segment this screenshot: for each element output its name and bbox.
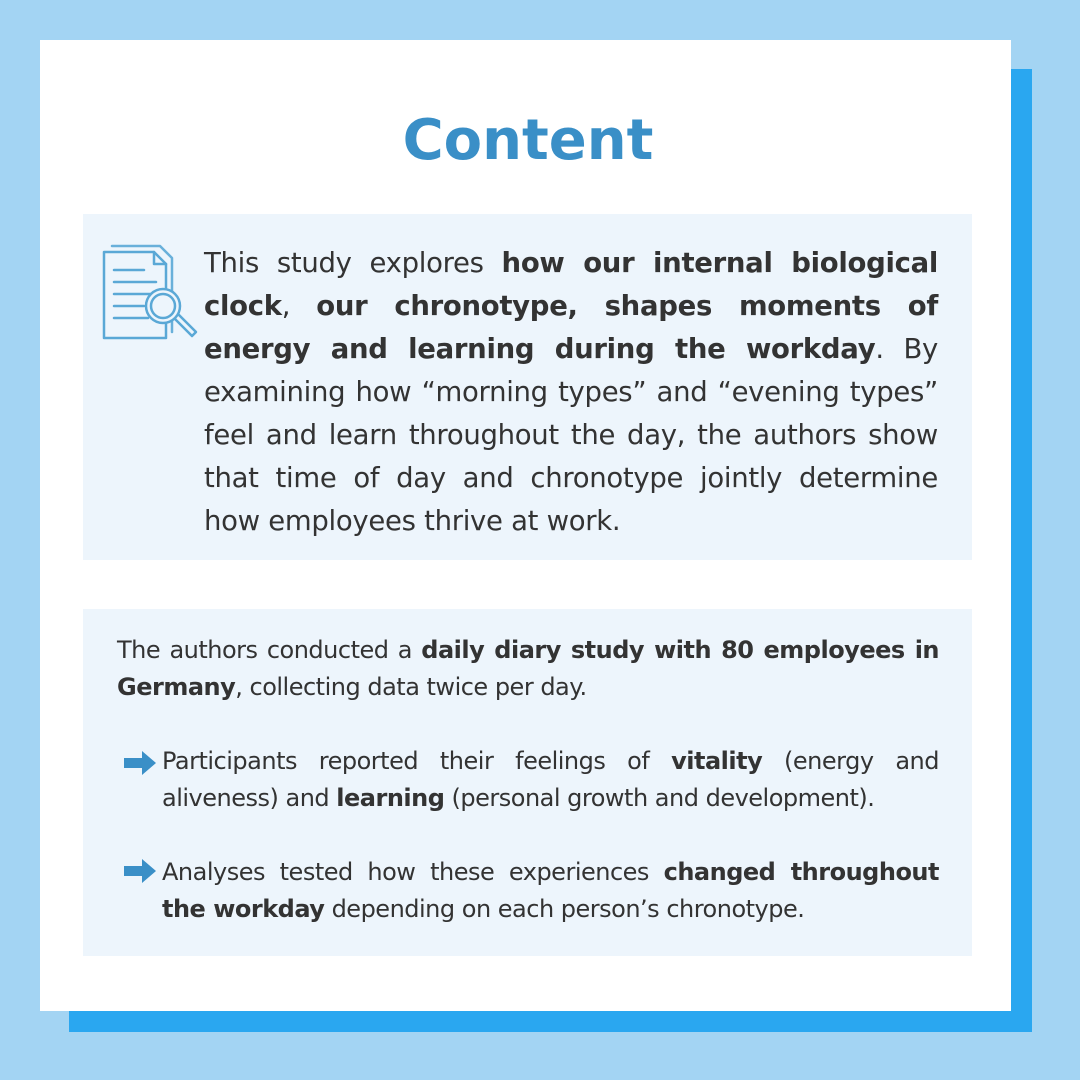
method-paragraph: The authors conducted a daily diary study with 80 employees in Germany, collecting data twice per day. — [117, 636, 939, 701]
document-search-icon — [96, 240, 200, 344]
page-title: Content — [402, 108, 654, 173]
bullet-item: Analyses tested how these experiences changed throughout the workday depending on each person’s chronotype. — [162, 858, 939, 923]
intro-paragraph: This study explores how our internal biological clock, our chronotype, shapes moments of energy and learning during the workday. By examining how “morning types” and “evening types” feel and learn throughout the day, the authors show that time of day and chronotype jointly determine how employees thrive at work. — [204, 247, 938, 537]
arrow-right-icon — [122, 858, 158, 884]
arrow-right-icon — [122, 750, 158, 776]
bullet-item: Participants reported their feelings of vitality (energy and aliveness) and learning (personal growth and development). — [162, 747, 939, 812]
